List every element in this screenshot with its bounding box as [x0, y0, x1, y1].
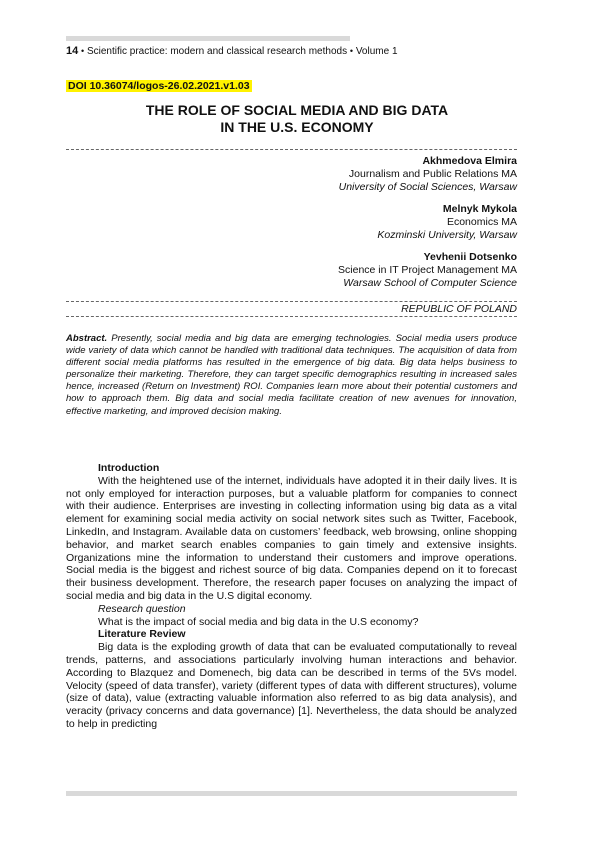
author-degree: Journalism and Public Relations MA	[348, 168, 517, 180]
author-affiliation: Kozminski University, Warsaw	[377, 229, 517, 241]
body-text	[66, 462, 517, 731]
journal-name: Scientific practice: modern and classical research methods	[86, 46, 348, 57]
title-line-2: IN THE U.S. ECONOMY	[220, 119, 374, 135]
author-name: Akhmedova Elmira	[422, 155, 517, 167]
author-degree: Economics MA	[446, 216, 517, 228]
footer-rule	[66, 791, 517, 796]
author-name: Melnyk Mykola	[442, 203, 517, 215]
intro-paragraph: With the heightened use of the internet, individuals have adopted it in their daily lives. It is not only employed for interaction purposes, but a valuable platform for companies to connect with their audience. Enterprises are investing in collecting information using big data as a vital element for examining social media activity on social network sites such as Twitter, Facebook, LinkedIn, and Instagram. Available data on customers’ feedback, web browsing, online shopping behavior, and market search enables companies to gain timely and extensive insights. Organizations mine the information to understand their customers and improve operations. Social media is the biggest and richest source of big data. Companies depend on it to forecast their business development. Therefore, the research paper focuses on analyzing the impact of social media and big data in the U.S digital economy.	[66, 474, 517, 602]
abstract-label: Abstract.	[66, 333, 108, 344]
author-1	[338, 155, 517, 194]
title-line-1: THE ROLE OF SOCIAL MEDIA AND BIG DATA	[145, 102, 449, 118]
literature-paragraph: Big data is the exploding growth of data that can be evaluated computationally to reveal trends, patterns, and associations particularly involving human interactions and behavior. According to Blazquez and Domenech, big data can be described in terms of the 5Vs model. Velocity (speed of data transfer), variety (different types of data with different structures), volume (size of data), value (extracting valuable information also referred to as big data analysis), and veracity (privacy concerns and data governance) [1]. Nevertheless, the data should be analyzed to help in predicting	[66, 641, 517, 730]
title-divider	[66, 149, 517, 150]
abstract-divider	[66, 316, 517, 317]
volume-label: Volume 1	[355, 46, 398, 57]
author-affiliation: Warsaw School of Computer Science	[343, 277, 517, 289]
country-label: REPUBLIC OF POLAND	[401, 303, 517, 315]
section-heading-introduction: Introduction	[98, 462, 160, 474]
research-question-text: What is the impact of social media and big data in the U.S economy?	[98, 615, 419, 628]
page-number: 14	[66, 45, 79, 57]
section-heading-literature-review: Literature Review	[98, 628, 186, 641]
header-bullet: •	[81, 46, 85, 56]
authors-block	[338, 155, 517, 290]
doi-link[interactable]: DOI 10.36074/logos-26.02.2021.v1.03	[68, 80, 250, 92]
abstract	[66, 333, 517, 418]
section-heading-research-question: Research question	[98, 602, 186, 615]
running-header	[66, 45, 398, 57]
author-affiliation: University of Social Sciences, Warsaw	[338, 181, 517, 193]
author-degree: Science in IT Project Management MA	[338, 264, 517, 276]
author-2	[338, 203, 517, 242]
header-bullet-2: •	[349, 46, 354, 56]
country-divider	[66, 301, 517, 302]
abstract-text: Presently, social media and big data are emerging technologies. Social media users produce wide variety of data which cannot be handled with traditional data techniques. The acquisition of data from different social media platforms has resulted in the emergence of big data. Big data helps business to personalize their marketing. Therefore, they can target specific demographics resulting in increased sales hence, increased (Return on Investment) ROI. Companies learn more about their potential customers and how to approach them. Big data and social media facilitate creation of new avenues for innovation, effective marketing, and improved decision making.	[66, 333, 517, 417]
header-rule	[66, 36, 350, 41]
author-3	[338, 251, 517, 290]
paper-title	[66, 102, 528, 136]
author-name: Yevhenii Dotsenko	[423, 251, 517, 263]
